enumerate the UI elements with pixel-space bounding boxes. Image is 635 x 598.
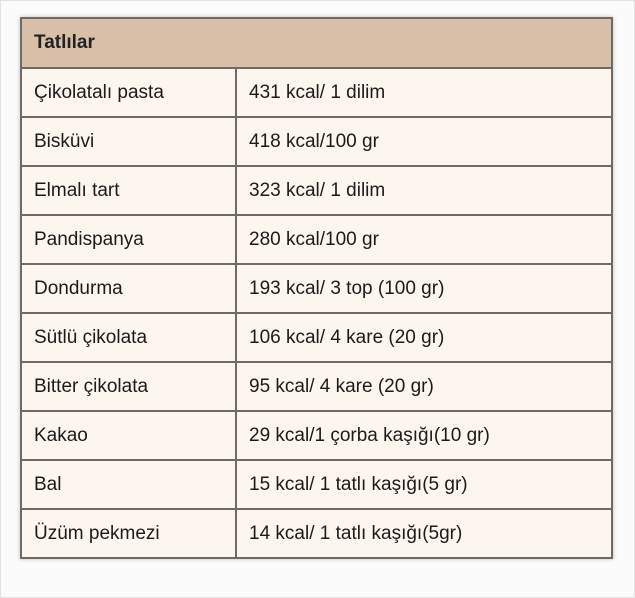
calorie-table xyxy=(20,17,613,559)
calorie-value-cell: 193 kcal/ 3 top (100 gr) xyxy=(236,264,612,313)
food-name-cell: Pandispanya xyxy=(21,215,236,264)
calorie-value-cell: 106 kcal/ 4 kare (20 gr) xyxy=(236,313,612,362)
table-row xyxy=(21,215,612,264)
calorie-value-cell: 418 kcal/100 gr xyxy=(236,117,612,166)
food-name-cell: Dondurma xyxy=(21,264,236,313)
table-row xyxy=(21,68,612,117)
calorie-value-cell: 280 kcal/100 gr xyxy=(236,215,612,264)
table-row xyxy=(21,460,612,509)
table-row xyxy=(21,166,612,215)
calorie-value-cell: 14 kcal/ 1 tatlı kaşığı(5gr) xyxy=(236,509,612,558)
table-row xyxy=(21,264,612,313)
calorie-value-cell: 95 kcal/ 4 kare (20 gr) xyxy=(236,362,612,411)
food-name-cell: Kakao xyxy=(21,411,236,460)
calorie-value-cell: 15 kcal/ 1 tatlı kaşığı(5 gr) xyxy=(236,460,612,509)
calorie-value-cell: 323 kcal/ 1 dilim xyxy=(236,166,612,215)
food-name-cell: Bisküvi xyxy=(21,117,236,166)
table-row xyxy=(21,509,612,558)
table-row xyxy=(21,117,612,166)
table-row xyxy=(21,362,612,411)
table-title: Tatlılar xyxy=(21,18,612,68)
food-name-cell: Sütlü çikolata xyxy=(21,313,236,362)
table-row xyxy=(21,411,612,460)
food-name-cell: Üzüm pekmezi xyxy=(21,509,236,558)
food-name-cell: Çikolatalı pasta xyxy=(21,68,236,117)
calorie-value-cell: 431 kcal/ 1 dilim xyxy=(236,68,612,117)
food-name-cell: Bal xyxy=(21,460,236,509)
table-header-row xyxy=(21,18,612,68)
calorie-value-cell: 29 kcal/1 çorba kaşığı(10 gr) xyxy=(236,411,612,460)
food-name-cell: Bitter çikolata xyxy=(21,362,236,411)
table-row xyxy=(21,313,612,362)
food-name-cell: Elmalı tart xyxy=(21,166,236,215)
